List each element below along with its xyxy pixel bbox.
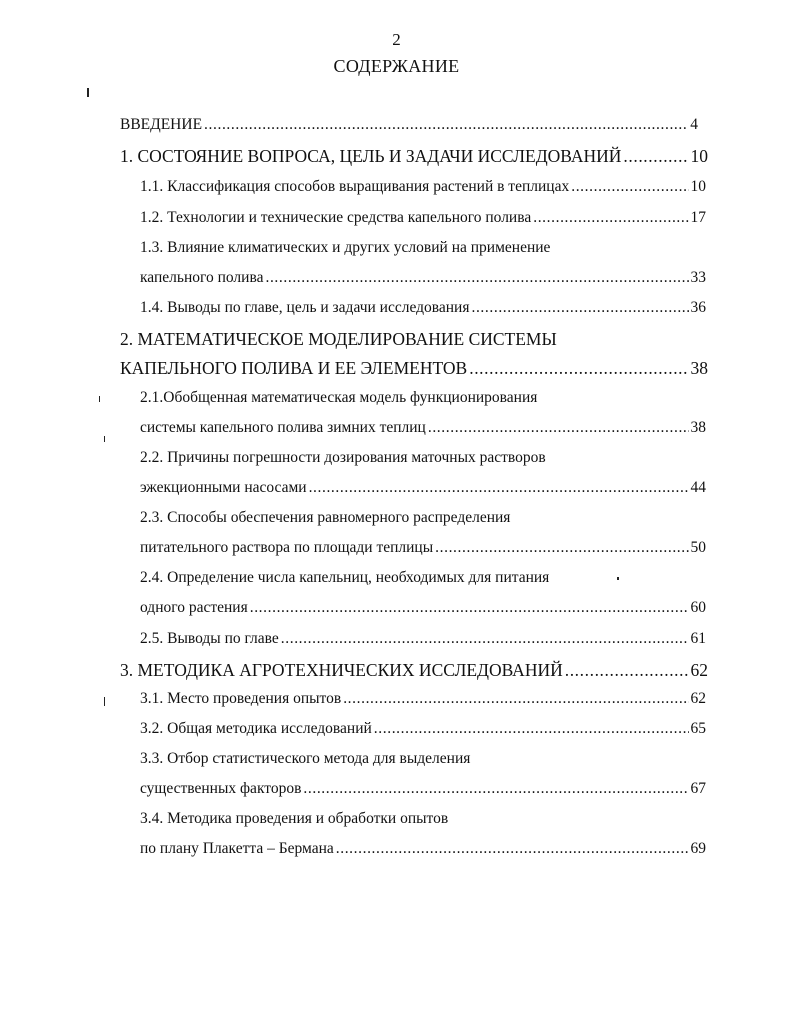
toc-entry-title: капельного полива: [140, 269, 264, 286]
toc-entry-title: 3.3. Отбор статистического метода для выделения: [140, 750, 471, 767]
toc-entry[interactable]: [140, 840, 706, 858]
toc-entry-title: 3.2. Общая методика исследований: [140, 720, 372, 737]
toc-entry-page: 65: [690, 720, 706, 737]
toc-dot-leader: [343, 690, 688, 708]
toc-dot-leader: [281, 630, 689, 648]
toc-entry-title: 1.1. Классификация способов выращивания растений в теплицах: [140, 178, 570, 195]
toc-entry-page: 4: [690, 116, 698, 133]
toc-entry-page: 61: [690, 630, 706, 647]
toc-dot-leader: [533, 209, 688, 227]
toc-entry[interactable]: [140, 690, 706, 708]
toc-entry-page: 67: [690, 780, 706, 797]
toc-entry-title: 1. СОСТОЯНИЕ ВОПРОСА, ЦЕЛЬ И ЗАДАЧИ ИССЛЕДОВАНИЙ: [120, 146, 622, 166]
page-number: 2: [392, 30, 401, 49]
toc-dot-leader: [623, 146, 688, 167]
toc-dot-leader: [204, 116, 688, 134]
toc-entry[interactable]: [140, 630, 706, 648]
toc-entry-title: 2.1.Обобщенная математическая модель функционирования: [140, 389, 538, 406]
toc-entry[interactable]: [140, 239, 706, 257]
toc-entry-title: 3.4. Методика проведения и обработки опытов: [140, 810, 449, 827]
toc-entry[interactable]: [140, 299, 706, 317]
toc-entry-title: 2.2. Причины погрешности дозирования маточных растворов: [140, 449, 546, 466]
toc-entry-page: 10: [690, 178, 706, 195]
toc-entry-title: существенных факторов: [140, 780, 302, 797]
toc-dot-leader: [250, 599, 689, 617]
toc-dot-leader: [469, 358, 688, 379]
toc-entry[interactable]: [120, 116, 698, 134]
toc-entry-page: 36: [690, 299, 706, 316]
toc-entry[interactable]: [140, 539, 706, 557]
toc-dot-leader: [336, 840, 689, 858]
toc-entry-title: по плану Плакетта – Бермана: [140, 840, 334, 857]
toc-entry[interactable]: [140, 810, 706, 828]
toc-entry-title: одного растения: [140, 599, 248, 616]
toc-entry-title: 2.5. Выводы по главе: [140, 630, 279, 647]
toc-entry-title: 1.3. Влияние климатических и других условий на применение: [140, 239, 551, 256]
toc-entry-page: 38: [690, 419, 706, 436]
toc-entry[interactable]: [120, 146, 708, 167]
toc-entry-page: 50: [690, 539, 706, 556]
toc-entry[interactable]: [140, 449, 706, 467]
toc-entry[interactable]: [140, 419, 706, 437]
toc-entry-page: 60: [690, 599, 706, 616]
toc-entry-title: 1.4. Выводы по главе, цель и задачи исследования: [140, 299, 470, 316]
toc-entry-title: КАПЕЛЬНОГО ПОЛИВА И ЕЕ ЭЛЕМЕНТОВ: [120, 358, 468, 378]
toc-entry-page: 38: [690, 358, 708, 378]
toc-entry-title: 2.4. Определение числа капельниц, необходимых для питания: [140, 569, 550, 586]
toc-entry[interactable]: [140, 569, 706, 587]
toc-entry-title: эжекционными насосами: [140, 479, 307, 496]
toc-entry-title: 1.2. Технологии и технические средства капельного полива: [140, 209, 532, 226]
toc-entry[interactable]: [140, 389, 706, 407]
toc-entry-title: 3. МЕТОДИКА АГРОТЕХНИЧЕСКИХ ИССЛЕДОВАНИЙ: [120, 660, 563, 680]
toc-entry-page: 33: [690, 269, 706, 286]
toc-dot-leader: [571, 178, 688, 196]
toc-dot-leader: [265, 269, 688, 287]
toc-dot-leader: [435, 539, 688, 557]
toc-entry[interactable]: [140, 780, 706, 798]
toc-entry-title: 2.3. Способы обеспечения равномерного распределения: [140, 509, 511, 526]
toc-entry-title: 2. МАТЕМАТИЧЕСКОЕ МОДЕЛИРОВАНИЕ СИСТЕМЫ: [120, 329, 557, 349]
toc-entry-title: 3.1. Место проведения опытов: [140, 690, 342, 707]
toc-entry[interactable]: [140, 509, 706, 527]
toc-dot-leader: [565, 660, 689, 681]
toc-dot-leader: [374, 720, 689, 738]
toc-entry-page: 10: [690, 146, 708, 166]
toc-entry-title: ВВЕДЕНИЕ: [120, 116, 203, 133]
toc-dot-leader: [303, 780, 688, 798]
toc-entry-page: 69: [690, 840, 706, 857]
toc-entry-page: 62: [690, 690, 706, 707]
toc-entry[interactable]: [140, 599, 706, 617]
toc-entry-title: питательного раствора по площади теплицы: [140, 539, 434, 556]
page-title: СОДЕРЖАНИЕ: [333, 56, 460, 76]
toc-dot-leader: [471, 299, 688, 317]
toc-dot-leader: [309, 479, 689, 497]
toc-entry[interactable]: [120, 660, 708, 681]
toc-entry[interactable]: [140, 209, 706, 227]
toc-entry[interactable]: [120, 329, 708, 350]
toc-dot-leader: [428, 419, 689, 437]
toc-entry[interactable]: [120, 358, 708, 379]
toc-entry-page: 17: [690, 209, 706, 226]
toc-entry[interactable]: [140, 720, 706, 738]
toc-entry-page: 44: [690, 479, 706, 496]
toc-entry[interactable]: [140, 479, 706, 497]
toc-entry[interactable]: [140, 269, 706, 287]
toc-entry-page: 62: [690, 660, 708, 680]
toc-entry[interactable]: [140, 178, 706, 196]
toc-entry[interactable]: [140, 750, 706, 768]
toc-entry-title: системы капельного полива зимних теплиц: [140, 419, 426, 436]
